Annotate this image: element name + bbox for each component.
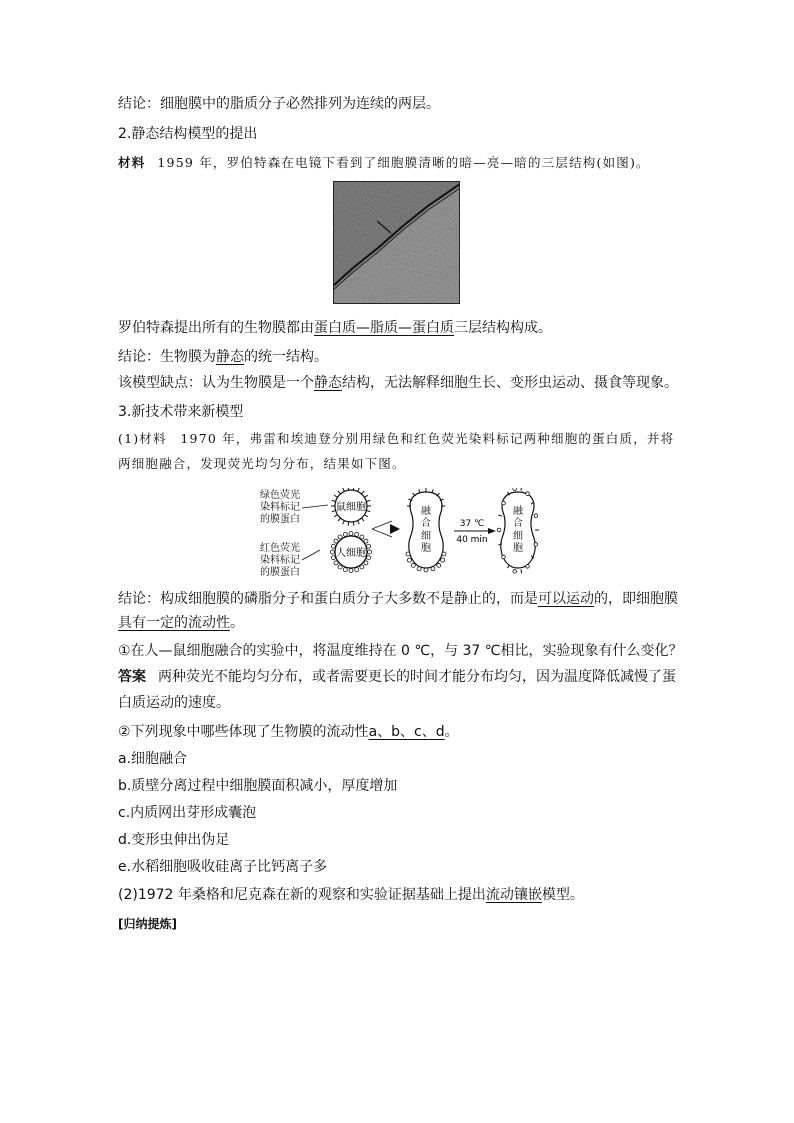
answer-temperature-line2: 白质运动的速度。 [118, 695, 230, 711]
answer-text-1: 两种荧光不能均匀分布，或者需要更长的时间才能分布均匀，因为温度降低减慢了蛋 [158, 669, 676, 685]
green-label-2: 染料标记 [260, 502, 300, 513]
mouse-cell [335, 490, 367, 522]
section-3-title: 3.新技术带来新模型 [118, 404, 244, 420]
red-label-1: 红色荧光 [260, 543, 300, 554]
fused-char-3: 细 [421, 531, 431, 542]
incubation-arrow [454, 519, 496, 545]
conclusion-fluidity-line1 [118, 589, 678, 609]
fused2-char-2: 合 [513, 518, 523, 529]
option-d: d.变形虫伸出伪足 [118, 832, 230, 848]
material-label: 材料 [118, 155, 146, 170]
sangor-post: 模型。 [541, 887, 584, 903]
robertson-text-pre: 罗伯特森提出所有的生物膜都由 [118, 320, 314, 336]
conclusion-static [118, 347, 328, 367]
robertson-blank: 蛋白质—脂质—蛋白质 [314, 320, 454, 336]
conclusion2-blank: 静态 [216, 349, 244, 365]
fusion-arrow-head [390, 524, 400, 534]
red-label-3: 的膜蛋白 [260, 567, 300, 578]
fused2-char-1: 融 [513, 506, 523, 517]
material-1970-line1: (1)材料 1970 年，弗雷和埃迪登分别用绿色和红色荧光染料标记两种细胞的蛋白质，并将 [118, 431, 675, 446]
fusion-arrow-upper [372, 521, 392, 529]
condition-temp: 37 ℃ [459, 519, 485, 529]
condition-time: 40 min [456, 535, 488, 545]
green-label-3: 的膜蛋白 [260, 514, 300, 525]
fused-cell-mixed [497, 488, 539, 573]
conclusion3-pre: 结论：构成细胞膜的磷脂分子和蛋白质分子大多数不是静止的，而是 [118, 591, 538, 607]
green-label-1: 绿色荧光 [260, 490, 300, 501]
conclusion3-blank1: 可以运动 [538, 591, 594, 607]
question2-pre: ②下列现象中哪些体现了生物膜的流动性 [118, 724, 369, 740]
fused-cell-initial [406, 488, 446, 572]
conclusion-fluidity-line2 [118, 613, 244, 633]
fused-char-1: 融 [421, 506, 431, 517]
model-defect [118, 373, 678, 393]
sangor-pre: (2)1972 年桑格和尼克森在新的观察和实验证据基础上提出 [118, 887, 486, 903]
robertson-text-post: 三层结构构成。 [454, 320, 552, 336]
question-fluidity [118, 722, 459, 742]
fusion-arrow-lower [372, 529, 392, 537]
material-1970-line2: 两细胞融合，发现荧光均匀分布，结果如下图。 [118, 456, 406, 471]
fluid-mosaic-model [118, 885, 584, 905]
red-label-2: 染料标记 [260, 555, 300, 566]
fused2-char-4: 胞 [513, 543, 523, 554]
conclusion-lipid-bilayer: 结论：细胞膜中的脂质分子必然排列为连续的两层。 [118, 96, 440, 112]
conclusion3-mid: 的，即细胞膜 [594, 591, 678, 607]
robertson-model [118, 318, 552, 338]
fused2-char-3: 细 [513, 531, 523, 542]
material-1959 [118, 153, 650, 173]
answer-temperature-line1 [118, 667, 676, 687]
conclusion2-post: 的统一结构。 [244, 349, 328, 365]
conclusion3-blank2: 具有一定的流动性 [118, 615, 230, 631]
fused-char-4: 胞 [421, 543, 431, 554]
option-e: e.水稻细胞吸收硅离子比钙离子多 [118, 859, 328, 875]
option-a: a.细胞融合 [118, 751, 188, 767]
defect-blank: 静态 [314, 375, 342, 391]
fused-char-2: 合 [421, 518, 431, 529]
section-2-title: 2.静态结构模型的提出 [118, 126, 258, 142]
human-cell-label: 人细胞 [336, 548, 366, 559]
conclusion3-post: 。 [230, 615, 244, 631]
electron-micrograph [333, 181, 460, 304]
answer-label: 答案 [118, 669, 146, 685]
option-c: c.内质网出芽形成囊泡 [118, 805, 257, 821]
material-1959-text: 1959 年，罗伯特森在电镜下看到了细胞膜清晰的暗—亮—暗的三层结构(如图)。 [157, 155, 650, 170]
sangor-blank: 流动镶嵌 [485, 887, 542, 903]
conclusion2-pre: 结论：生物膜为 [118, 349, 216, 365]
question2-post: 。 [444, 724, 459, 740]
defect-post: 结构，无法解释细胞生长、变形虫运动、摄食等现象。 [342, 375, 678, 391]
mouse-cell-label: 鼠细胞 [336, 502, 366, 513]
defect-pre: 该模型缺点：认为生物膜是一个 [118, 375, 314, 391]
summary-heading: [归纳提炼] [118, 917, 177, 931]
cell-fusion-diagram [258, 488, 588, 580]
human-cell [335, 536, 367, 568]
question-temperature: ①在人—鼠细胞融合的实验中，将温度维持在 0 ℃，与 37 ℃相比，实验现象有什么变化？ [118, 643, 683, 659]
option-b: b.质壁分离过程中细胞膜面积减小，厚度增加 [118, 778, 398, 794]
question2-blank: a、b、c、d [368, 724, 445, 740]
